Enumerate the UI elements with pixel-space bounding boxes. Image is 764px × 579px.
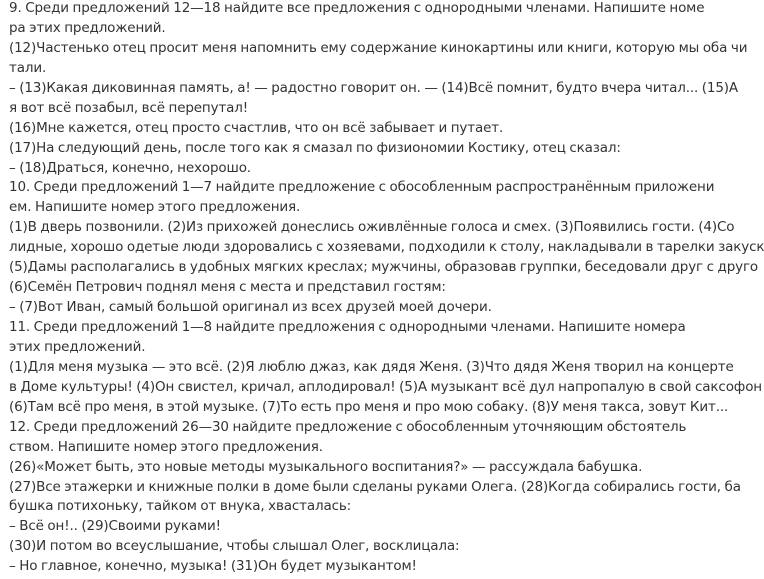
text-line: тали. bbox=[9, 59, 47, 76]
text-line: лидные, хорошо одетые люди здоровались с хозяевами, подходили к столу, накладывали в тарелки закуск bbox=[9, 239, 764, 256]
text-line: (17)На следующий день, после того как я смазал по физиономии Костику, отец сказал: bbox=[9, 139, 621, 156]
text-line: этих предложений. bbox=[9, 338, 146, 355]
text-line: (30)И потом во всеуслышание, чтобы слышал Олег, восклицала: bbox=[9, 538, 460, 555]
text-line: я вот всё позабыл, всё перепутал! bbox=[9, 99, 249, 116]
text-line: ством. Напишите номер этого предложения. bbox=[9, 438, 323, 455]
text-line: (1)Для меня музыка — это всё. (2)Я люблю джаз, как дядя Женя. (3)Что дядя Женя творил на концерте bbox=[9, 358, 734, 375]
text-line: (6)Там всё про меня, в этой музыке. (7)То есть про меня и про мою собаку. (8)У меня такса, зовут Кит... bbox=[9, 398, 729, 415]
text-line: 9. Среди предложений 12—18 найдите все предложения с однородными членами. Напишите номе bbox=[9, 0, 705, 16]
text-line: 10. Среди предложений 1—7 найдите предложение с обособленным распространённым приложени bbox=[9, 179, 715, 196]
text-line: (27)Все этажерки и книжные полки в доме были сделаны руками Олега. (28)Когда собирались гости, ба bbox=[9, 478, 741, 495]
text-line: ра этих предложений. bbox=[9, 19, 166, 36]
text-line: (1)В дверь позвонили. (2)Из прихожей донеслись оживлённые голоса и смех. (3)Появились гости. (4)Со bbox=[9, 219, 735, 236]
text-line: – Но главное, конечно, музыка! (31)Он будет музыкантом! bbox=[9, 558, 417, 575]
text-line: – (7)Вот Иван, самый большой оригинал из всех друзей моей дочери. bbox=[9, 299, 492, 316]
exercise-text bbox=[9, 0, 764, 577]
text-line: – (18)Драться, конечно, нехорошо. bbox=[9, 159, 251, 176]
text-line: бушка потихоньку, тайком от внука, хвасталась: bbox=[9, 498, 352, 515]
text-line: – Всё он!.. (29)Своими руками! bbox=[9, 518, 221, 535]
text-line: (16)Мне кажется, отец просто счастлив, что он всё забывает и путает. bbox=[9, 119, 504, 136]
text-line: (6)Семён Петрович поднял меня с места и представил гостям: bbox=[9, 279, 446, 296]
text-line: 11. Среди предложений 1—8 найдите предложения с однородными членами. Напишите номера bbox=[9, 319, 686, 335]
text-line: (26)«Может быть, это новые методы музыкального воспитания?» — рассуждала бабушка. bbox=[9, 458, 643, 475]
text-line: (5)Дамы располагались в удобных мягких креслах; мужчины, образовав группки, беседовали друг с друго bbox=[9, 259, 759, 276]
text-line: – (13)Какая диковинная память, а! — радостно говорит он. — (14)Всё помнит, будто вчера читал... (15)А bbox=[9, 79, 738, 96]
text-line: 12. Среди предложений 26—30 найдите предложение с обособленным уточняющим обстоятель bbox=[9, 418, 687, 435]
text-line: (12)Частенько отец просит меня напомнить ему содержание кинокартины или книги, которую мы оба чи bbox=[9, 39, 748, 56]
text-line: ем. Напишите номер этого предложения. bbox=[9, 199, 301, 216]
text-line: в Доме культуры! (4)Он свистел, кричал, аплодировал! (5)А музыкант всё дул напропалую в свой саксофон bbox=[9, 378, 762, 395]
